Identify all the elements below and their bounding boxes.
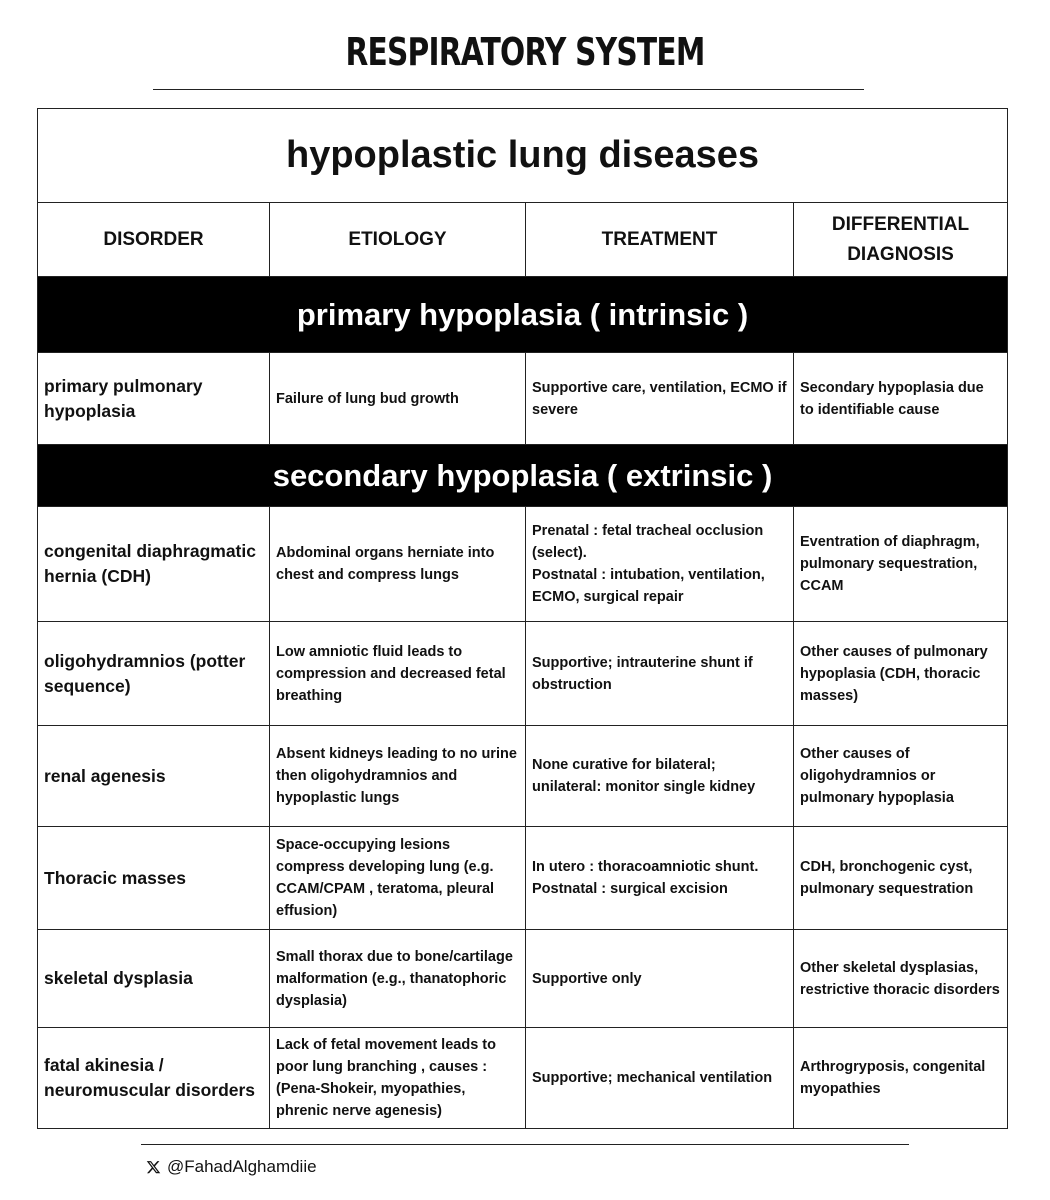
etiology-cell [270, 353, 526, 445]
differential-cell [794, 1028, 1008, 1129]
etiology-cell [270, 726, 526, 827]
etiology-cell [270, 1028, 526, 1129]
hypoplastic-lung-table [37, 108, 1008, 1129]
section-heading: primary hypoplasia ( intrinsic ) [38, 277, 1008, 353]
cell-text: Small thorax due to bone/cartilage malformation (e.g., thanatophoric dysplasia) [276, 948, 513, 1009]
table-row [38, 622, 1008, 726]
cell-text: Eventration of diaphragm, pulmonary sequestration, CCAM [800, 534, 980, 594]
column-header-treatment: TREATMENT [526, 203, 794, 277]
cell-text: Other causes of oligohydramnios or pulmonary hypoplasia [800, 746, 954, 806]
cell-text: Supportive; mechanical ventilation [532, 1070, 773, 1086]
table-row [38, 1028, 1008, 1129]
table-row [38, 827, 1008, 930]
disorder-cell: fatal akinesia / neuromuscular disorders [38, 1028, 270, 1129]
footer [146, 1157, 317, 1177]
etiology-cell [270, 827, 526, 930]
etiology-cell [270, 507, 526, 622]
cell-text: Low amniotic fluid leads to compression and decreased fetal breathing [276, 643, 506, 704]
cell-text: In utero : thoracoamniotic shunt. [532, 859, 759, 875]
cell-text: Space-occupying lesions compress developing lung (e.g. CCAM/CPAM , teratoma, pleural effusion) [276, 837, 495, 919]
treatment-cell [526, 726, 794, 827]
cell-text: Prenatal : fetal tracheal occlusion (select). [532, 523, 764, 561]
x-logo-icon [146, 1159, 161, 1175]
cell-text: Supportive; intrauterine shunt if obstruction [532, 654, 753, 693]
table-row [38, 930, 1008, 1028]
title-divider [153, 89, 864, 90]
column-header-disorder: DISORDER [38, 203, 270, 277]
cell-text: Postnatal : intubation, ventilation, ECMO, surgical repair [532, 567, 765, 605]
cell-text: Lack of fetal movement leads to poor lung branching , causes : (Pena-Shokeir, myopathies, phrenic nerve agenesis) [276, 1037, 496, 1119]
etiology-cell [270, 930, 526, 1028]
table-row [38, 507, 1008, 622]
cell-text: Other causes of pulmonary hypoplasia (CDH, thoracic masses) [800, 643, 988, 704]
treatment-cell [526, 1028, 794, 1129]
disorder-cell: skeletal dysplasia [38, 930, 270, 1028]
cell-text: Other skeletal dysplasias, restrictive thoracic disorders [800, 959, 1000, 998]
etiology-cell [270, 622, 526, 726]
page-title: RESPIRATORY SYSTEM [345, 30, 705, 74]
disorder-cell: renal agenesis [38, 726, 270, 827]
disorder-cell: oligohydramnios (potter sequence) [38, 622, 270, 726]
cell-text: Supportive only [532, 970, 642, 987]
author-handle[interactable]: @FahadAlghamdiie [167, 1157, 317, 1176]
differential-cell [794, 930, 1008, 1028]
disorder-cell: primary pulmonary hypoplasia [38, 353, 270, 445]
disorder-cell: congenital diaphragmatic hernia (CDH) [38, 507, 270, 622]
differential-cell [794, 622, 1008, 726]
cell-text: None curative for bilateral; unilateral: monitor single kidney [532, 757, 756, 795]
differential-cell [794, 726, 1008, 827]
column-header-differential-diagnosis: DIFFERENTIAL DIAGNOSIS [794, 203, 1008, 277]
cell-text: CDH, bronchogenic cyst, pulmonary sequestration [800, 859, 974, 897]
treatment-cell [526, 930, 794, 1028]
section-heading: secondary hypoplasia ( extrinsic ) [38, 445, 1008, 507]
treatment-cell [526, 827, 794, 930]
footer-divider [141, 1144, 909, 1145]
cell-text: Abdominal organs herniate into chest and compress lungs [276, 545, 495, 583]
table-row [38, 353, 1008, 445]
cell-text: Supportive care, ventilation, ECMO if severe [532, 379, 787, 418]
cell-text: Absent kidneys leading to no urine then oligohydramnios and hypoplastic lungs [276, 746, 517, 806]
table-title: hypoplastic lung diseases [38, 109, 1008, 203]
treatment-cell [526, 507, 794, 622]
treatment-cell [526, 353, 794, 445]
cell-text: Secondary hypoplasia due to identifiable cause [800, 379, 984, 418]
cell-text: Postnatal : surgical excision [532, 881, 728, 897]
disorder-cell: Thoracic masses [38, 827, 270, 930]
differential-cell [794, 827, 1008, 930]
cell-text: Failure of lung bud growth [276, 390, 459, 407]
table-row [38, 726, 1008, 827]
differential-cell [794, 353, 1008, 445]
treatment-cell [526, 622, 794, 726]
column-header-etiology: ETIOLOGY [270, 203, 526, 277]
differential-cell [794, 507, 1008, 622]
cell-text: Arthrogryposis, congenital myopathies [800, 1059, 986, 1097]
